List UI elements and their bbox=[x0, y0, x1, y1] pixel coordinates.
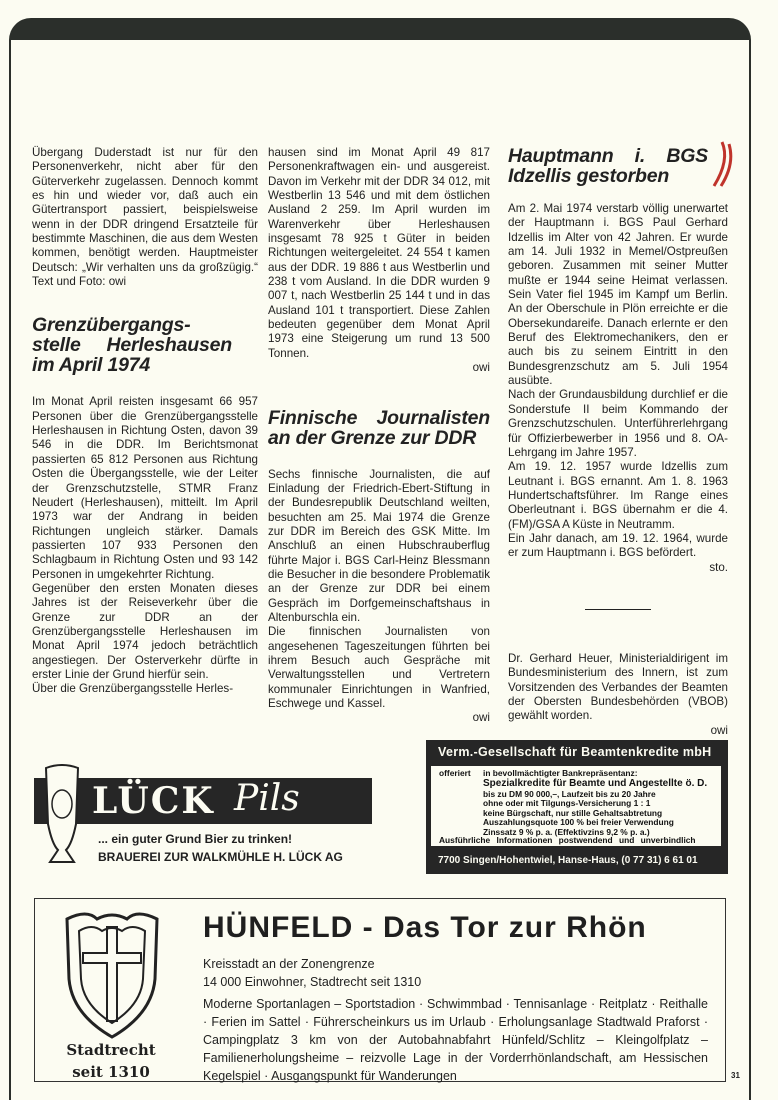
paragraph: Nach der Grundausbildung durchlief er die Sonderstufe II beim Kommando der Grenzschutzschulen. Unterführerlehrgang für Offizierbewerber in 1956 und 8. OA-Lehrgang im Jahre 1957. bbox=[508, 388, 728, 459]
paragraph: Über die Grenzübergangsstelle Herles- bbox=[32, 682, 234, 696]
author-signature: sto. bbox=[709, 560, 728, 574]
beamtenkredite-ad bbox=[426, 740, 728, 874]
column-right bbox=[508, 146, 728, 738]
paragraph: Ein Jahr danach, am 19. 12. 1964, wurde er zum Hauptmann i. BGS befördert. bbox=[508, 531, 728, 560]
paragraph: hausen sind im Monat April 49 817 Personenkraftwagen ein- und ausgereist. Davon im Verkehr mit der DDR 34 012, mit Westberlin 13 546 und mit dem östlichen Ausland 2 259. Im April wurden im Warenverkehr über Herleshausen insgesamt 78 925 t Güter in beiden Richtungen weitergeleitet. 24 554 t kamen aus der DDR. 19 886 t aus Westberlin und 238 t vom Ausland. In die DDR wurden 9 007 t, nach Westberlin 25 144 t und in das Ausland 101 t transportiert. Diese Zahlen bedeuten gegenüber dem Monat April 1973 eine Steigerung um rund 13 500 Tonnen. bbox=[268, 146, 490, 360]
luck-pils-ad bbox=[34, 762, 372, 866]
brewery-name: BRAUEREI ZUR WALKMÜHLE H. LÜCK AG bbox=[98, 850, 343, 864]
paragraph: Am 2. Mai 1974 verstarb völlig unerwartet der Hauptmann i. BGS Paul Gerhard Idzellis im Alter von 42 Jahren. Er wurde am 14. Juli 1932 in Memel/Ostpreußen geboren. Zusammen mit seiner Mutter mußte er 1944 seine Heimat verlassen. Sein Vater fiel 1945 im Kampf um Berlin. An der Oberschule in Plön erreichte er die Obersekundareife. Danach erlernte er den Beruf des Elektromechanikers, den er auch bis zu seinem Eintritt in den Bundesgrenzschutz am 5. Juli 1954 ausübte. bbox=[508, 202, 728, 388]
author-signature: owi bbox=[472, 711, 490, 725]
column-middle bbox=[268, 146, 490, 726]
subtitle-line: Kreisstadt an der Zonengrenze bbox=[203, 957, 375, 971]
huenfeld-ad bbox=[34, 898, 726, 1082]
ad-title: Verm.-Gesellschaft für Beamtenkredite mbH bbox=[438, 745, 712, 759]
beer-glass-icon bbox=[36, 764, 88, 864]
offers-label: offeriert bbox=[439, 768, 471, 778]
article-continuation: Übergang Duderstadt ist nur für den Personenverkehr, nicht aber für den Güterverkehr zugelassen. Dennoch kommt es hin und wieder vor, daß auch ein Gütertransport passiert, beispielsweise wenn in der DDR dringend Ersatzteile für bestimmte Maschinen, die aus dem Westen kommen, benötigt werden. Hauptmeister Deutsch: „Wir verhalten uns da großzügig.“ Text und Foto: owi bbox=[32, 146, 258, 289]
divider bbox=[585, 609, 651, 610]
ad-title: HÜNFELD - Das Tor zur Rhön bbox=[203, 911, 647, 944]
stadtrecht-caption bbox=[49, 1039, 173, 1083]
headline-finnische-journalisten: Finnische Journalisten an der Grenze zur DDR bbox=[268, 406, 490, 449]
red-stripes-icon bbox=[704, 140, 734, 190]
paragraph: Dr. Gerhard Heuer, Ministerialdirigent im Bundesministerium des Innern, ist zum Vorsitzenden des Verbandes der Beamten der Obersten Bundesbehörden (VBOB) gewählt worden. bbox=[508, 651, 728, 723]
subtitle-line: 14 000 Einwohner, Stadtrecht seit 1310 bbox=[203, 975, 422, 989]
column-left bbox=[32, 146, 258, 697]
paragraph: Sechs finnische Journalisten, die auf Einladung der Friedrich-Ebert-Stiftung in der Bundesrepublik Deutschland weilten, besuchten am 25. Mai 1974 die Grenze zur DDR im Bereich des GSK Mitte. Im Anschluß an einen Hubschrauberflug führte Major i. BGS Carl-Heinz Blessmann die Besucher in die besondere Problematik an der Grenze zur DDR bei einem Gespräch im Dorfgemeinschaftshaus in Altenburschla ein. bbox=[268, 467, 490, 624]
ad-line: keine Bürgschaft, nur stille Gehaltsabtretung bbox=[483, 807, 663, 818]
paragraph: Im Monat April reisten insgesamt 66 957 Personen über die Grenzübergangsstelle Herleshausen in Richtung Osten, davon 39 546 in die DDR. Im Berichtsmonat passierten 65 812 Personen aus Richtung Osten die Übergangsstelle, wie der Leiter der Grenzschutzstelle, STMR Franz Neudert (Herleshausen), mitteilt. Im April 1973 war der Andrang in beiden Richtungen ungleich stärker. Damals passierten 107 933 Personen den Schlagbaum in Richtung Osten und 93 142 Personen in umgekehrter Richtung. bbox=[32, 395, 258, 581]
ad-line: Zinssatz 9 % p. a. (Effektivzins 9,2 % p. a.) bbox=[483, 826, 650, 837]
ad-slogan: ... ein guter Grund Bier zu trinken! bbox=[98, 832, 293, 846]
author-signature: owi bbox=[710, 723, 728, 737]
paragraph: Die finnischen Journalisten von angesehenen Tageszeitungen führten bei ihrem Besuch auch Gespräche mit Verwaltungsstellen und Vertretern kommunaler Einrichtungen in Wanfried, Eschwege und Kassel. bbox=[268, 625, 490, 710]
caption-line: seit 1310 bbox=[72, 1063, 150, 1081]
intro-text: in bevollmächtigter Bankrepräsentanz: bbox=[483, 768, 638, 778]
headline-idzellis: Hauptmann i. BGS Idzellis gestorben bbox=[508, 145, 708, 187]
ad-box bbox=[431, 766, 721, 846]
author-signature: owi bbox=[472, 361, 490, 375]
ad-line: Auszahlungsquote 100 % bei freier Verwendung bbox=[483, 817, 674, 828]
ad-headline: Spezialkredite für Beamte und Angestellte ö. D. bbox=[483, 778, 708, 789]
page-number: 31 bbox=[731, 1071, 740, 1080]
brand-pils: Pils bbox=[234, 778, 300, 819]
headline-herleshausen: Grenzübergangs-stelle Herleshausen im April 1974 bbox=[32, 314, 232, 377]
paragraph: Am 19. 12. 1957 wurde Idzellis zum Leutnant i. BGS ernannt. Am 1. 8. 1963 Hundertschaftsführer. Im Range eines Oberleutnant i. BGS übernahm er die 4. (FM)/GSA A Küste in Neutramm. bbox=[508, 460, 728, 531]
ad-line: bis zu DM 90 000,–, Laufzeit bis zu 20 Jahre bbox=[483, 789, 656, 799]
ad-line: ohne oder mit Tilgungs-Versicherung 1 : 1 bbox=[483, 798, 651, 809]
coat-of-arms-icon bbox=[57, 909, 167, 1039]
ad-subtitle bbox=[203, 955, 421, 991]
ad-body: Moderne Sportanlagen – Sportstadion · Schwimmbad · Tennisanlage · Reitplatz · Reithalle · Ferien im Sattel · Führerscheinkurs us im Urlaub · Erholungsanlage Stadtwald Praforst · Campingplatz 3 km von der Autobahnabfahrt Hünfeld/Schlitz – Kleingolfplatz – Familienerholungsheime – reizvolle Lage in der Vorderrhönlandschaft, am Hessischen Kegelspiel · Ausgangspunkt für Wanderungen bbox=[203, 997, 708, 1083]
paragraph: Gegenüber den ersten Monaten dieses Jahres ist der Reiseverkehr über die Grenze zur DDR an der Grenzübergangsstelle Herleshausen im Monat April 1974 jedoch beträchtlich angestiegen. Der Osterverkehr dürfte in erster Linie der Grund hierfür sein. bbox=[32, 581, 258, 681]
ad-closing: Ausführliche Informationen postwendend und unverbindlich bbox=[439, 835, 696, 845]
brand-name: LÜCK bbox=[92, 780, 215, 822]
caption-line: Stadtrecht bbox=[66, 1041, 156, 1059]
ad-address: 7700 Singen/Hohentwiel, Hanse-Haus, (0 77 31) 6 61 01 bbox=[438, 855, 698, 866]
